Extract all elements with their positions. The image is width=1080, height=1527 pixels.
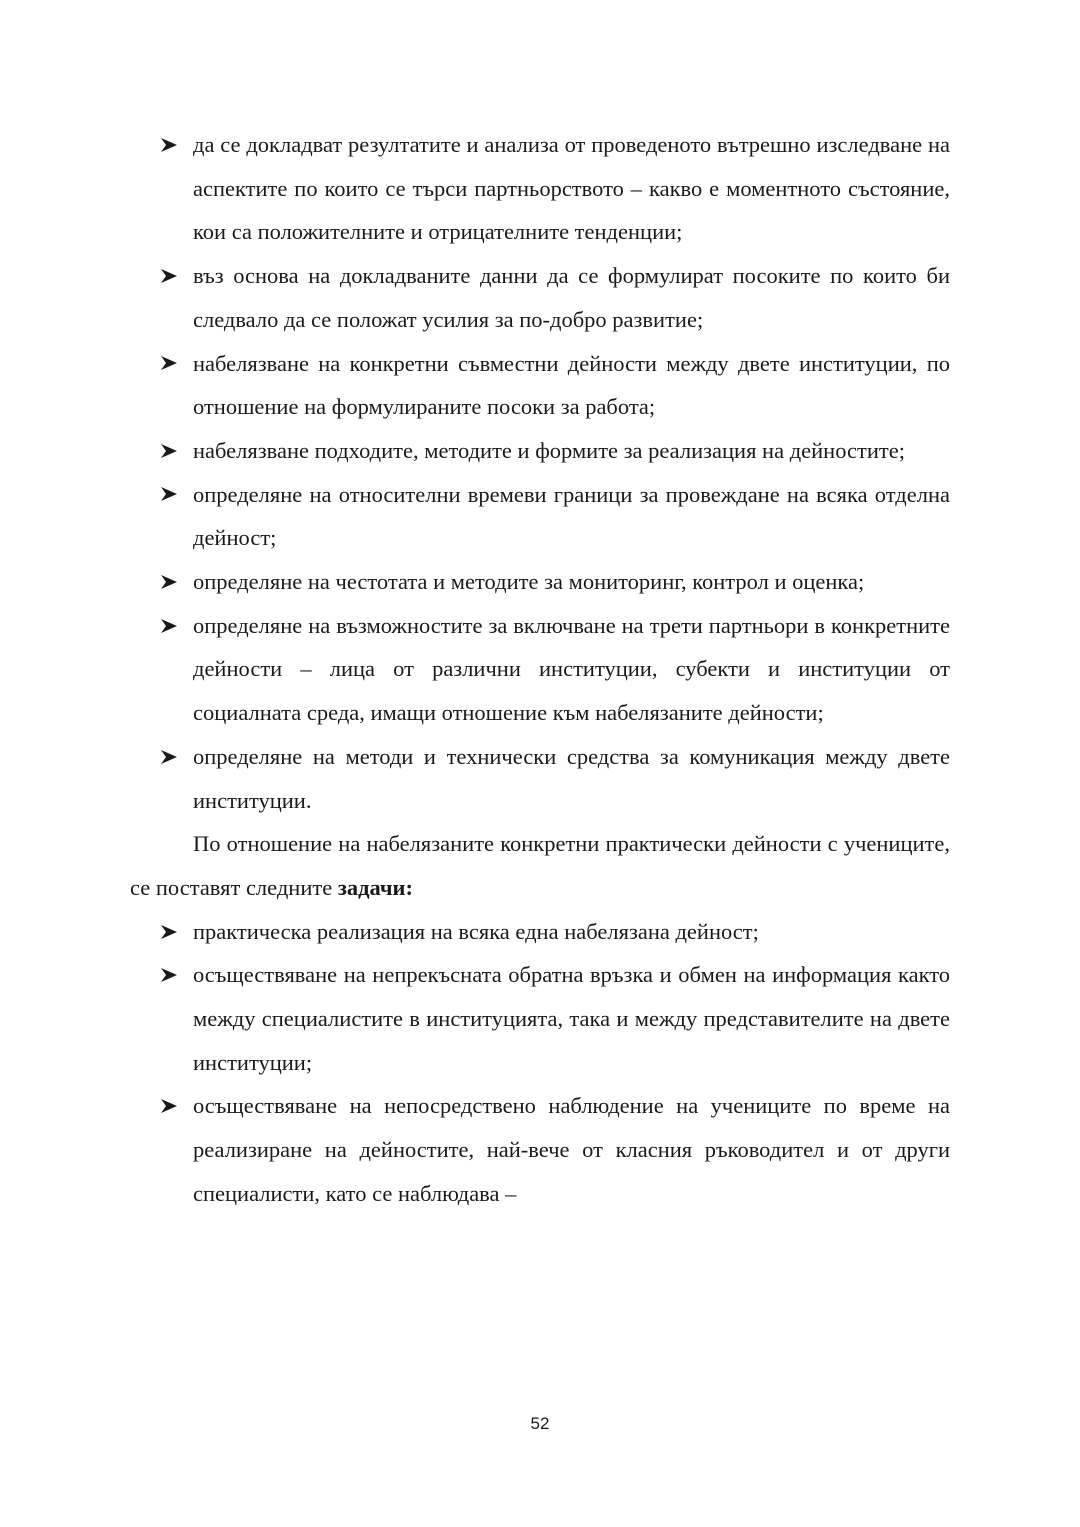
- list-item: [130, 910, 950, 954]
- arrow-bullet-icon: [160, 1084, 182, 1128]
- list-item-text: въз основа на докладваните данни да се формулират посоките по които би следвало да се положат усилия за по-добро развитие;: [193, 263, 950, 332]
- list-item-text: определяне на честотата и методите за мониторинг, контрол и оценка;: [193, 569, 865, 595]
- list-item-text: набелязване подходите, методите и формите за реализация на дейностите;: [193, 437, 905, 463]
- arrow-bullet-icon: [160, 910, 182, 954]
- list-item-text: набелязване на конкретни съвместни дейности между двете институции, по отношение на формулираните посоки за работа;: [193, 350, 950, 420]
- list-item: [130, 604, 950, 735]
- list-item-text: осъществяване на непрекъсната обратна връзка и обмен на информация както между специалистите в институцията, така и между представителите на двете институции;: [193, 962, 950, 1075]
- bullet-list-goals: [130, 123, 950, 822]
- list-item: [130, 254, 950, 341]
- list-item-text: определяне на възможностите за включване на трети партньори в конкретните дейности – лица от различни институции, субекти и институции от социалната среда, имащи отношение към набелязаните дейности;: [193, 612, 950, 726]
- list-item: [130, 953, 950, 1084]
- list-item-text: осъществяване на непосредствено наблюдение на учениците по време на реализиране на дейностите, най-вече от класния ръководител и от други специалисти, като се наблюдава –: [193, 1093, 950, 1206]
- arrow-bullet-icon: [160, 342, 182, 386]
- list-item: [130, 735, 950, 822]
- arrow-bullet-icon: [160, 254, 182, 298]
- list-item: [130, 123, 950, 254]
- arrow-bullet-icon: [160, 604, 182, 648]
- page-content: [130, 123, 950, 1216]
- list-item-text: определяне на методи и технически средства за комуникация между двете институции.: [193, 743, 950, 813]
- list-item: [130, 342, 950, 429]
- arrow-bullet-icon: [160, 735, 182, 779]
- arrow-bullet-icon: [160, 123, 182, 167]
- arrow-bullet-icon: [160, 953, 182, 997]
- paragraph-text: По отношение на набелязаните конкретни практически дейности с учениците, се поставят следните: [130, 831, 950, 900]
- list-item-text: определяне на относителни времеви граници за провеждане на всяка отделна дейност;: [193, 481, 950, 551]
- arrow-bullet-icon: [160, 429, 182, 473]
- tasks-paragraph: [130, 822, 950, 909]
- arrow-bullet-icon: [160, 560, 182, 604]
- list-item: [130, 473, 950, 560]
- list-item-text: да се докладват резултатите и анализа от проведеното вътрешно изследване на аспектите по които се търси партньорството – какво е моментното състояние, кои са положителните и отрицателните тенденции;: [193, 132, 950, 245]
- bullet-list-tasks: [130, 910, 950, 1216]
- list-item: [130, 429, 950, 473]
- page-number: 52: [530, 1414, 550, 1433]
- list-item-text: практическа реализация на всяка една набелязана дейност;: [193, 918, 759, 944]
- list-item: [130, 560, 950, 604]
- arrow-bullet-icon: [160, 473, 182, 517]
- list-item: [130, 1084, 950, 1215]
- paragraph-bold-text: задачи:: [337, 874, 413, 900]
